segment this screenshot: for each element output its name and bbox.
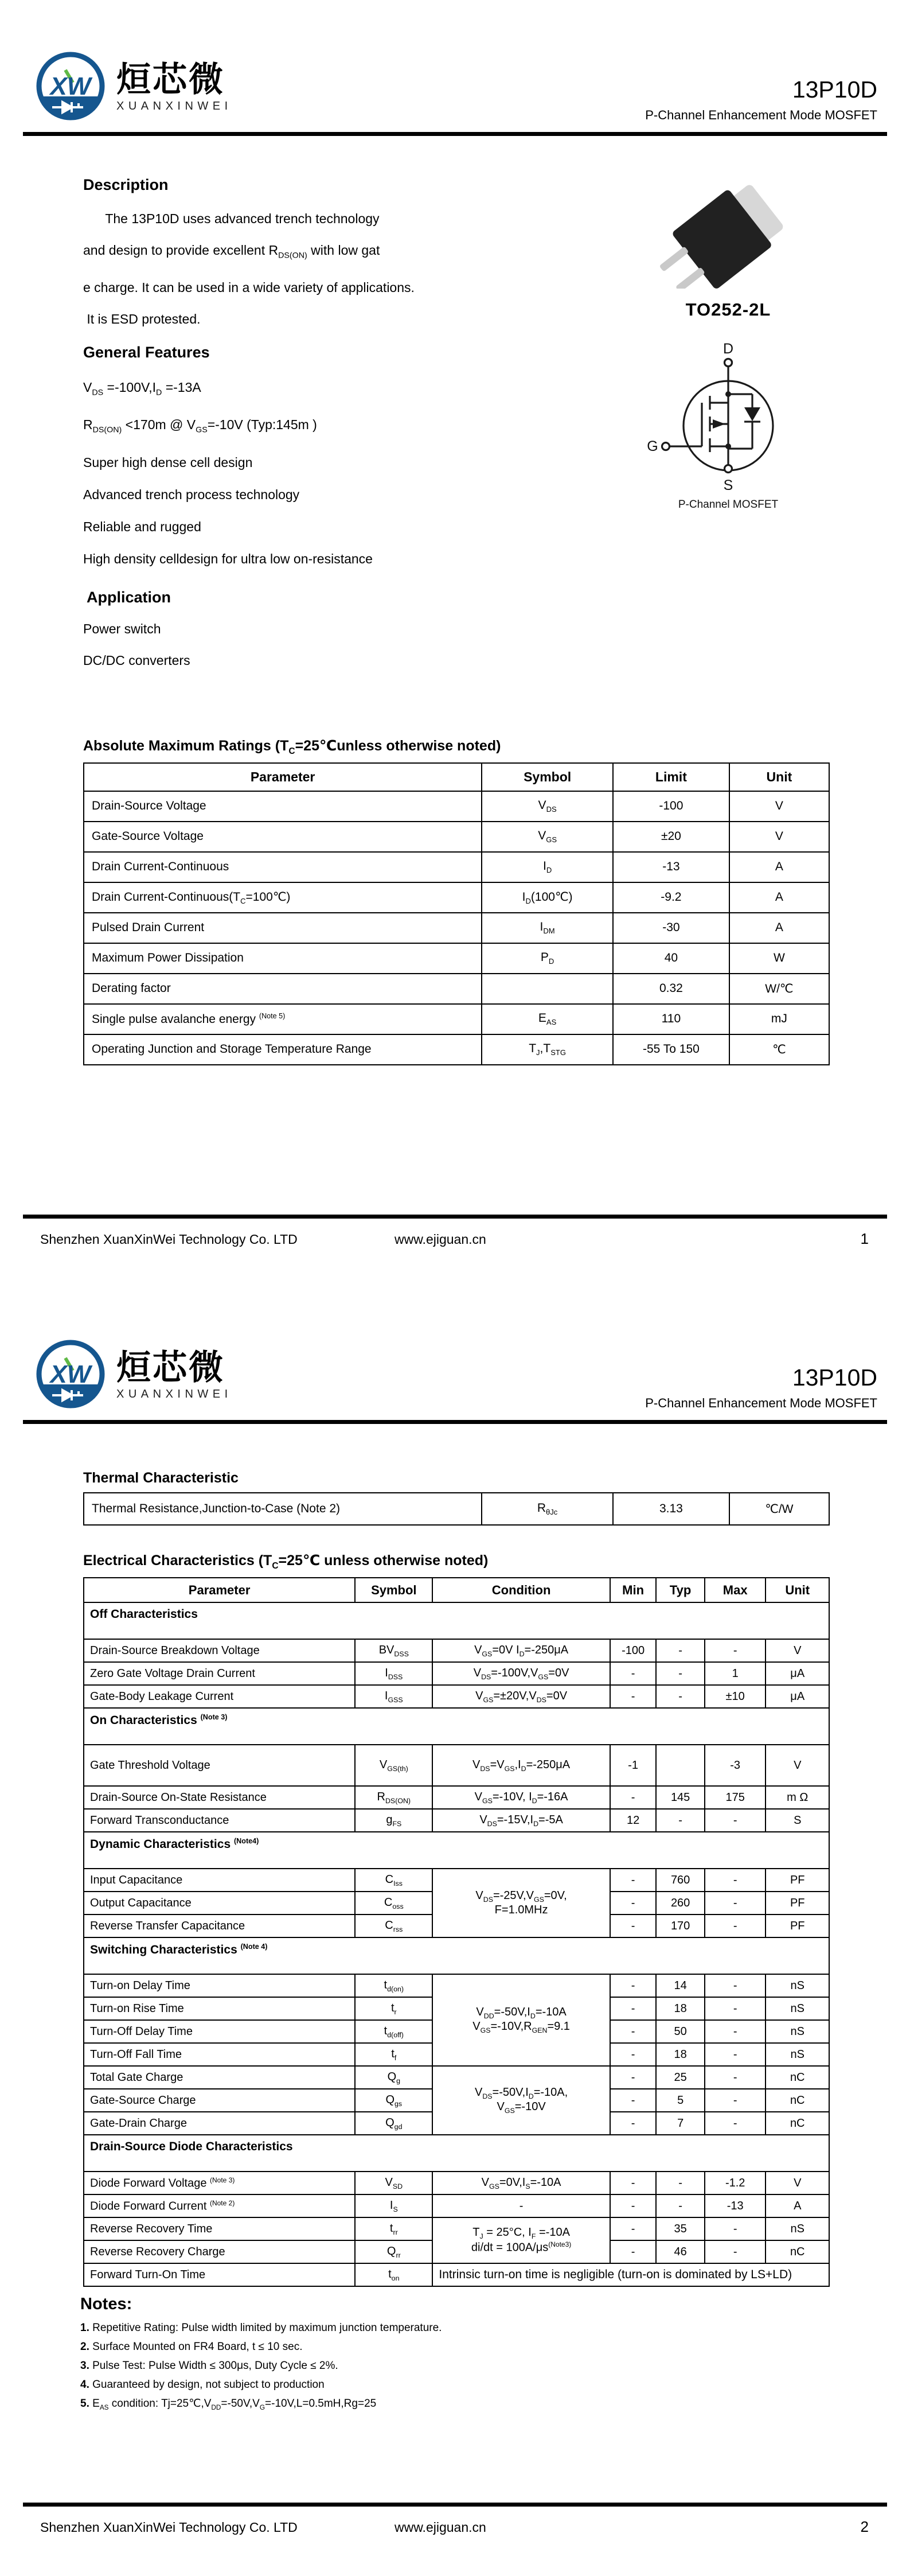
- feature-item: Reliable and rugged: [83, 519, 201, 534]
- cell-sym: $Q_{rr}$: [355, 2240, 432, 2263]
- table-row: [84, 2263, 829, 2286]
- cell-sym: $t_{d(off)}$: [355, 2020, 432, 2043]
- cell-sym: $I_D(100℃)$: [482, 882, 613, 913]
- amr-col-limit: Limit: [613, 763, 729, 791]
- cell-min: -: [610, 1997, 657, 2020]
- cell-unit: mJ: [729, 1004, 829, 1034]
- feature-item: High density celldesign for ultra low on-resistance: [83, 551, 373, 566]
- table-row: [84, 852, 829, 882]
- description-text: [83, 211, 576, 327]
- cell-unit: V: [766, 1745, 829, 1786]
- cell-unit: nC: [766, 2066, 829, 2089]
- footer-website: www.ejiguan.cn: [395, 2520, 486, 2535]
- cell-max: 1: [705, 1662, 766, 1685]
- cell-cond: $V_{GS}=-10V$, $I_D=-16A$: [432, 1786, 610, 1809]
- cell-unit: ℃/W: [729, 1493, 829, 1525]
- table-row: [84, 913, 829, 943]
- page2-footer: [0, 2503, 910, 2576]
- pin-label-source: S: [723, 477, 733, 493]
- cell-min: -: [610, 1685, 657, 1708]
- cell-max: -1.2: [705, 2172, 766, 2194]
- cell-typ: 18: [656, 1997, 705, 2020]
- cell-param: Turn-on Delay Time: [84, 1974, 355, 1997]
- thermal-section: [83, 1470, 910, 1526]
- to252-package-image: [648, 182, 809, 289]
- cell-unit: μA: [766, 1662, 829, 1685]
- cell-unit: m Ω: [766, 1786, 829, 1809]
- cell-typ: 18: [656, 2043, 705, 2066]
- table-row: [84, 882, 829, 913]
- package-name: TO252-2L: [685, 299, 771, 320]
- cell-unit: nS: [766, 2217, 829, 2240]
- cell-limit: -100: [613, 791, 729, 822]
- application-heading: Application: [87, 588, 171, 606]
- cell-max: -: [705, 2043, 766, 2066]
- cell-limit: 3.13: [613, 1493, 729, 1525]
- application-list: [83, 621, 576, 668]
- cell-cond: $V_{DD}=-50V,I_D=-10A$ $V_{GS}=-10V,R_{GEN}=9.1$: [432, 1974, 610, 2066]
- cell-unit: A: [729, 882, 829, 913]
- cell-min: -: [610, 2112, 657, 2135]
- feature-item: $R_{DS(ON)} <170m$ @ $V_{GS}=-10V$ (Typ:145m ): [83, 417, 317, 435]
- cell-param: Gate-Body Leakage Current: [84, 1685, 355, 1708]
- cell-sym: $V_{GS(th)}$: [355, 1745, 432, 1786]
- cell-param: Drain-Source On-State Resistance: [84, 1786, 355, 1809]
- cell-max: -: [705, 1892, 766, 1915]
- cell-limit: 40: [613, 943, 729, 974]
- cell-typ: 170: [656, 1915, 705, 1937]
- note-item: 4. Guaranteed by design, not subject to production: [80, 2379, 325, 2391]
- cell-typ: [656, 1745, 705, 1786]
- cell-param: Reverse Recovery Charge: [84, 2240, 355, 2263]
- elec-col-unit: Unit: [766, 1578, 829, 1602]
- cell-param: Forward Turn-On Time: [84, 2263, 355, 2286]
- description-line: It is ESD protested.: [83, 311, 201, 326]
- cell-sym: $V_{DS}$: [482, 791, 613, 822]
- cell-typ: 14: [656, 1974, 705, 1997]
- section-row: [84, 2135, 829, 2172]
- cell-sym: $C_{rss}$: [355, 1915, 432, 1937]
- cell-unit: nS: [766, 1997, 829, 2020]
- elec-col-condition: Condition: [432, 1578, 610, 1602]
- brand-name-en: XUANXINWEI: [116, 100, 232, 112]
- table-row: [84, 1639, 829, 1662]
- elec-col-min: Min: [610, 1578, 657, 1602]
- cell-typ: 7: [656, 2112, 705, 2135]
- thermal-heading: Thermal Characteristic: [83, 1470, 239, 1486]
- section-row: [84, 1937, 829, 1974]
- cell-unit: A: [766, 2194, 829, 2217]
- cell-typ: 35: [656, 2217, 705, 2240]
- cell-typ: 260: [656, 1892, 705, 1915]
- cell-cond: $V_{DS}=-100V,V_{GS}=0V$: [432, 1662, 610, 1685]
- application-item: Power switch: [83, 621, 161, 636]
- electrical-characteristics-table: [83, 1577, 830, 2287]
- table-row: [84, 822, 829, 852]
- table-row: [84, 1662, 829, 1685]
- cell-unit: PF: [766, 1892, 829, 1915]
- cell-unit: V: [729, 791, 829, 822]
- cell-param: Reverse Transfer Capacitance: [84, 1915, 355, 1937]
- note-item: 2. Surface Mounted on FR4 Board, t ≤ 10 sec.: [80, 2341, 303, 2353]
- cell-cond: $V_{DS}=V_{GS},I_D=-250\mu A$: [432, 1745, 610, 1786]
- footer-company: Shenzhen XuanXinWei Technology Co. LTD: [40, 1232, 298, 1247]
- logo-monogram: XW: [50, 72, 91, 100]
- brand-logo: [33, 49, 232, 125]
- cell-typ: -: [656, 1639, 705, 1662]
- cell-min: -: [610, 2066, 657, 2089]
- cell-sym: $T_J,T_{STG}$: [482, 1034, 613, 1065]
- section-row: [84, 1602, 829, 1639]
- cell-cond: $V_{DS}=-15V,I_D=-5A$: [432, 1809, 610, 1832]
- cell-section-cell: Switching Characteristics $^{(Note 4)}$: [84, 1937, 829, 1974]
- page-header: [0, 1288, 910, 1413]
- cell-unit: A: [729, 852, 829, 882]
- logo-monogram: XW: [50, 1360, 91, 1388]
- cell-typ: -: [656, 1662, 705, 1685]
- mosfet-symbol-icon: [642, 340, 814, 495]
- elec-col-parameter: Parameter: [84, 1578, 355, 1602]
- cell-condfull: Intrinsic turn-on time is negligible (turn-on is dominated by LS+LD): [432, 2263, 829, 2286]
- cell-typ: 25: [656, 2066, 705, 2089]
- cell-param: Drain Current-$Continuous(T_C=100℃)$: [84, 882, 482, 913]
- cell-max: -13: [705, 2194, 766, 2217]
- page-number: 2: [860, 2518, 869, 2535]
- brand-logo: [33, 1337, 232, 1413]
- elec-col-symbol: Symbol: [355, 1578, 432, 1602]
- cell-unit: A: [729, 913, 829, 943]
- cell-sym: $I_S$: [355, 2194, 432, 2217]
- header-rule: [23, 132, 887, 136]
- table-row: [84, 943, 829, 974]
- cell-unit: V: [766, 2172, 829, 2194]
- cell-param: Single pulse avalanche energy $^{(Note 5)}$: [84, 1004, 482, 1034]
- cell-max: -3: [705, 1745, 766, 1786]
- cell-param: Output Capacitance: [84, 1892, 355, 1915]
- cell-limit: ±20: [613, 822, 729, 852]
- cell-unit: nS: [766, 2043, 829, 2066]
- table-row: [84, 974, 829, 1004]
- cell-unit: nC: [766, 2112, 829, 2135]
- cell-max: -: [705, 1869, 766, 1892]
- cell-typ: 145: [656, 1786, 705, 1809]
- elec-header-row: [84, 1578, 829, 1602]
- cell-min: -: [610, 1869, 657, 1892]
- notes-section: [80, 2295, 910, 2414]
- cell-param: Input Capacitance: [84, 1869, 355, 1892]
- cell-max: -: [705, 1997, 766, 2020]
- cell-min: -: [610, 2240, 657, 2263]
- amr-col-parameter: Parameter: [84, 763, 482, 791]
- cell-sym: $C_{Iss}$: [355, 1869, 432, 1892]
- pin-label-drain: D: [722, 341, 734, 357]
- cell-typ: -: [656, 1685, 705, 1708]
- cell-param: Drain Current-Continuous: [84, 852, 482, 882]
- cell-sym: $t_r$: [355, 1997, 432, 2020]
- table-row: [84, 2217, 829, 2240]
- cell-limit: 0.32: [613, 974, 729, 1004]
- cell-sym: $BV_{DSS}$: [355, 1639, 432, 1662]
- brand-name-cn: 烜芯微: [116, 60, 225, 99]
- table-row: [84, 1974, 829, 1997]
- brand-name-en: XUANXINWEI: [116, 1388, 232, 1400]
- footer-rule: [23, 1215, 887, 1219]
- amr-col-symbol: Symbol: [482, 763, 613, 791]
- cell-section-cell: Dynamic Characteristics $^{(Note4)}$: [84, 1832, 829, 1869]
- page-number: 1: [860, 1230, 869, 1247]
- cell-cond: $T_J = 25^\circ C$, $I_F =-10A$ $di/dt = 100A/\mu s^{(Note3)}$: [432, 2217, 610, 2263]
- part-number: 13P10D: [792, 76, 877, 103]
- cell-max: -: [705, 2089, 766, 2112]
- cell-cond: $V_{DS}=-50V,I_D=-10A$, $V_{GS}=-10V$: [432, 2066, 610, 2135]
- cell-unit: S: [766, 1809, 829, 1832]
- brand-text: [116, 1349, 232, 1401]
- document-subtitle: P-Channel Enhancement Mode MOSFET: [645, 108, 877, 122]
- cell-sym: $t_{rr}$: [355, 2217, 432, 2240]
- cell-max: ±10: [705, 1685, 766, 1708]
- page-2: [0, 1288, 910, 2576]
- cell-param: Drain-Source Voltage: [84, 791, 482, 822]
- amr-col-unit: Unit: [729, 763, 829, 791]
- table-row: [84, 2066, 829, 2089]
- elec-heading: Electrical Characteristics ($T_C=25℃$ unless otherwise noted): [83, 1552, 489, 1571]
- cell-typ: -: [656, 2194, 705, 2217]
- amr-table: [83, 762, 830, 1065]
- cell-min: -: [610, 1974, 657, 1997]
- cell-min: -: [610, 2089, 657, 2112]
- cell-min: -: [610, 1892, 657, 1915]
- cell-param: Drain-Source Breakdown Voltage: [84, 1639, 355, 1662]
- description-heading: Description: [83, 176, 169, 193]
- cell-unit: W: [729, 943, 829, 974]
- cell-param: Turn-on Rise Time: [84, 1997, 355, 2020]
- cell-max: 175: [705, 1786, 766, 1809]
- table-row: [84, 2172, 829, 2194]
- cell-min: -: [610, 1915, 657, 1937]
- pin-label-gate: G: [647, 438, 658, 454]
- brand-name-cn: 烜芯微: [116, 1348, 225, 1387]
- cell-min: -: [610, 2043, 657, 2066]
- cell-max: -: [705, 2020, 766, 2043]
- cell-min: -: [610, 2172, 657, 2194]
- cell-max: -: [705, 1809, 766, 1832]
- cell-max: -: [705, 1974, 766, 1997]
- cell-sym: $V_{SD}$: [355, 2172, 432, 2194]
- page1-footer: [0, 1215, 910, 1288]
- cell-unit: nC: [766, 2240, 829, 2263]
- cell-param: Turn-Off Fall Time: [84, 2043, 355, 2066]
- cell-sym: $Q_{gd}$: [355, 2112, 432, 2135]
- title-block: [645, 76, 877, 125]
- table-row: [84, 1685, 829, 1708]
- table-row: [84, 1034, 829, 1065]
- cell-sym: $Q_g$: [355, 2066, 432, 2089]
- electrical-section: [83, 1552, 910, 2287]
- package-caption: P-Channel MOSFET: [678, 499, 779, 511]
- cell-min: -: [610, 2194, 657, 2217]
- cell-min: -: [610, 1786, 657, 1809]
- cell-max: -: [705, 1639, 766, 1662]
- cell-unit: μA: [766, 1685, 829, 1708]
- cell-param: Thermal Resistance,Junction-to-Case (Note 2): [84, 1493, 482, 1525]
- cell-max: -: [705, 2066, 766, 2089]
- cell-min: -: [610, 1662, 657, 1685]
- cell-sym: $R_{\theta Jc}$: [482, 1493, 613, 1525]
- description-line: The 13P10D uses advanced trench technology: [83, 211, 380, 226]
- cell-sym: $I_D$: [482, 852, 613, 882]
- brand-text: [116, 61, 232, 113]
- cell-param: Zero Gate Voltage Drain Current: [84, 1662, 355, 1685]
- cell-unit: nS: [766, 2020, 829, 2043]
- cell-cond: -: [432, 2194, 610, 2217]
- table-row: [84, 1493, 829, 1525]
- cell-unit: W/℃: [729, 974, 829, 1004]
- cell-limit: 110: [613, 1004, 729, 1034]
- cell-param: Reverse Recovery Time: [84, 2217, 355, 2240]
- cell-section-cell: Off Characteristics: [84, 1602, 829, 1639]
- cell-min: -: [610, 2020, 657, 2043]
- cell-typ: 50: [656, 2020, 705, 2043]
- cell-cond: $V_{GS}=0V$ $I_D=-250\mu A$: [432, 1639, 610, 1662]
- note-item: 1. Repetitive Rating: Pulse width limited by maximum junction temperature.: [80, 2322, 442, 2334]
- page1-right-column: [585, 182, 872, 511]
- amr-header-row: [84, 763, 829, 791]
- cell-param: Diode Forward Voltage $^{(Note 3)}$: [84, 2172, 355, 2194]
- notes-list: [80, 2322, 910, 2414]
- cell-param: Gate-Source Voltage: [84, 822, 482, 852]
- footer-company: Shenzhen XuanXinWei Technology Co. LTD: [40, 2520, 298, 2535]
- cell-param: Pulsed Drain Current: [84, 913, 482, 943]
- cell-max: -: [705, 2217, 766, 2240]
- cell-unit: nC: [766, 2089, 829, 2112]
- cell-section-cell: On Characteristics $^{(Note 3)}$: [84, 1708, 829, 1745]
- notes-heading: Notes:: [80, 2295, 132, 2313]
- cell-limit: -55 To 150: [613, 1034, 729, 1065]
- table-row: [84, 1869, 829, 1892]
- cell-min: -1: [610, 1745, 657, 1786]
- table-row: [84, 1786, 829, 1809]
- cell-min: 12: [610, 1809, 657, 1832]
- footer-rule: [23, 2503, 887, 2507]
- cell-unit: V: [729, 822, 829, 852]
- cell-unit: V: [766, 1639, 829, 1662]
- cell-cond: $V_{GS}=\pm 20V,V_{DS}=0V$: [432, 1685, 610, 1708]
- section-row: [84, 1708, 829, 1745]
- cell-sym: $t_{on}$: [355, 2263, 432, 2286]
- elec-col-max: Max: [705, 1578, 766, 1602]
- cell-sym: $E_{AS}$: [482, 1004, 613, 1034]
- cell-param: Turn-Off Delay Time: [84, 2020, 355, 2043]
- cell-param: Total Gate Charge: [84, 2066, 355, 2089]
- cell-sym: $t_{d(on)}$: [355, 1974, 432, 1997]
- table-row: [84, 1809, 829, 1832]
- amr-heading: Absolute Maximum Ratings ($T_C=25℃unless$ otherwise noted): [83, 737, 501, 756]
- cell-sym: $t_f$: [355, 2043, 432, 2066]
- cell-sym: $V_{GS}$: [482, 822, 613, 852]
- cell-sym: $P_D$: [482, 943, 613, 974]
- cell-min: -: [610, 2217, 657, 2240]
- cell-typ: -: [656, 1809, 705, 1832]
- cell-sym: $I_{DM}$: [482, 913, 613, 943]
- cell-param: Forward Transconductance: [84, 1809, 355, 1832]
- cell-param: Gate Threshold Voltage: [84, 1745, 355, 1786]
- header-rule: [23, 1420, 887, 1424]
- application-item: DC/DC converters: [83, 652, 190, 668]
- description-line: and design to provide excellent $R_{DS(ON)}$ with low gat: [83, 243, 380, 260]
- elec-col-typ: Typ: [656, 1578, 705, 1602]
- cell-max: -: [705, 2112, 766, 2135]
- cell-cond: $V_{DS}=-25V,V_{GS}=0V$, F=1.0MHz: [432, 1869, 610, 1937]
- cell-unit: ℃: [729, 1034, 829, 1065]
- cell-param: Maximum Power Dissipation: [84, 943, 482, 974]
- cell-param: Gate-Drain Charge: [84, 2112, 355, 2135]
- cell-cond: $V_{GS}=0V,I_S=-10A$: [432, 2172, 610, 2194]
- cell-unit: PF: [766, 1915, 829, 1937]
- cell-limit: -30: [613, 913, 729, 943]
- brand-logo-icon: [33, 1337, 108, 1413]
- general-features-heading: General Features: [83, 343, 210, 361]
- cell-max: -: [705, 1915, 766, 1937]
- cell-typ: -: [656, 2172, 705, 2194]
- table-row: [84, 1004, 829, 1034]
- page1-left-column: [83, 175, 576, 668]
- cell-section-cell: Drain-Source Diode Characteristics: [84, 2135, 829, 2172]
- note-item: 3. Pulse Test: Pulse Width ≤ 300μs, Duty Cycle ≤ 2%.: [80, 2360, 338, 2372]
- cell-unit: nS: [766, 1974, 829, 1997]
- feature-item: Advanced trench process technology: [83, 487, 300, 502]
- cell-param: Derating factor: [84, 974, 482, 1004]
- cell-typ: 5: [656, 2089, 705, 2112]
- cell-sym: [482, 974, 613, 1004]
- feature-item: $V_{DS} =-100V,I_D =-13A$: [83, 379, 201, 398]
- cell-typ: 760: [656, 1869, 705, 1892]
- cell-limit: -13: [613, 852, 729, 882]
- table-row: [84, 1745, 829, 1786]
- table-row: [84, 791, 829, 822]
- cell-sym: $I_{DSS}$: [355, 1662, 432, 1685]
- footer-website: www.ejiguan.cn: [395, 1232, 486, 1247]
- title-block: [645, 1364, 877, 1413]
- cell-sym: $Q_{gs}$: [355, 2089, 432, 2112]
- part-number: 13P10D: [792, 1364, 877, 1391]
- cell-typ: 46: [656, 2240, 705, 2263]
- cell-min: -100: [610, 1639, 657, 1662]
- cell-param: Diode Forward Current $^{(Note 2)}$: [84, 2194, 355, 2217]
- brand-logo-icon: [33, 49, 108, 125]
- section-row: [84, 1832, 829, 1869]
- note-item: 5. $E_{AS}$ condition: $Tj=25℃,V_{DD}=-50V,V_G=-10V,L=0.5mH,Rg=25$: [80, 2398, 377, 2411]
- cell-limit: -9.2: [613, 882, 729, 913]
- cell-max: -: [705, 2240, 766, 2263]
- cell-sym: $I_{GSS}$: [355, 1685, 432, 1708]
- cell-sym: $R_{DS(ON)}$: [355, 1786, 432, 1809]
- document-subtitle: P-Channel Enhancement Mode MOSFET: [645, 1396, 877, 1410]
- cell-sym: $C_{oss}$: [355, 1892, 432, 1915]
- cell-param: Gate-Source Charge: [84, 2089, 355, 2112]
- cell-param: Operating Junction and Storage Temperature Range: [84, 1034, 482, 1065]
- cell-sym: $g_{FS}$: [355, 1809, 432, 1832]
- page-header: [0, 0, 910, 125]
- cell-unit: PF: [766, 1869, 829, 1892]
- feature-item: Super high dense cell design: [83, 454, 253, 470]
- table-row: [84, 2194, 829, 2217]
- general-features-list: [83, 379, 576, 567]
- thermal-table: [83, 1492, 830, 1526]
- absolute-maximum-ratings-section: [83, 737, 910, 1065]
- description-line: e charge. It can be used in a wide variety of applications.: [83, 279, 415, 295]
